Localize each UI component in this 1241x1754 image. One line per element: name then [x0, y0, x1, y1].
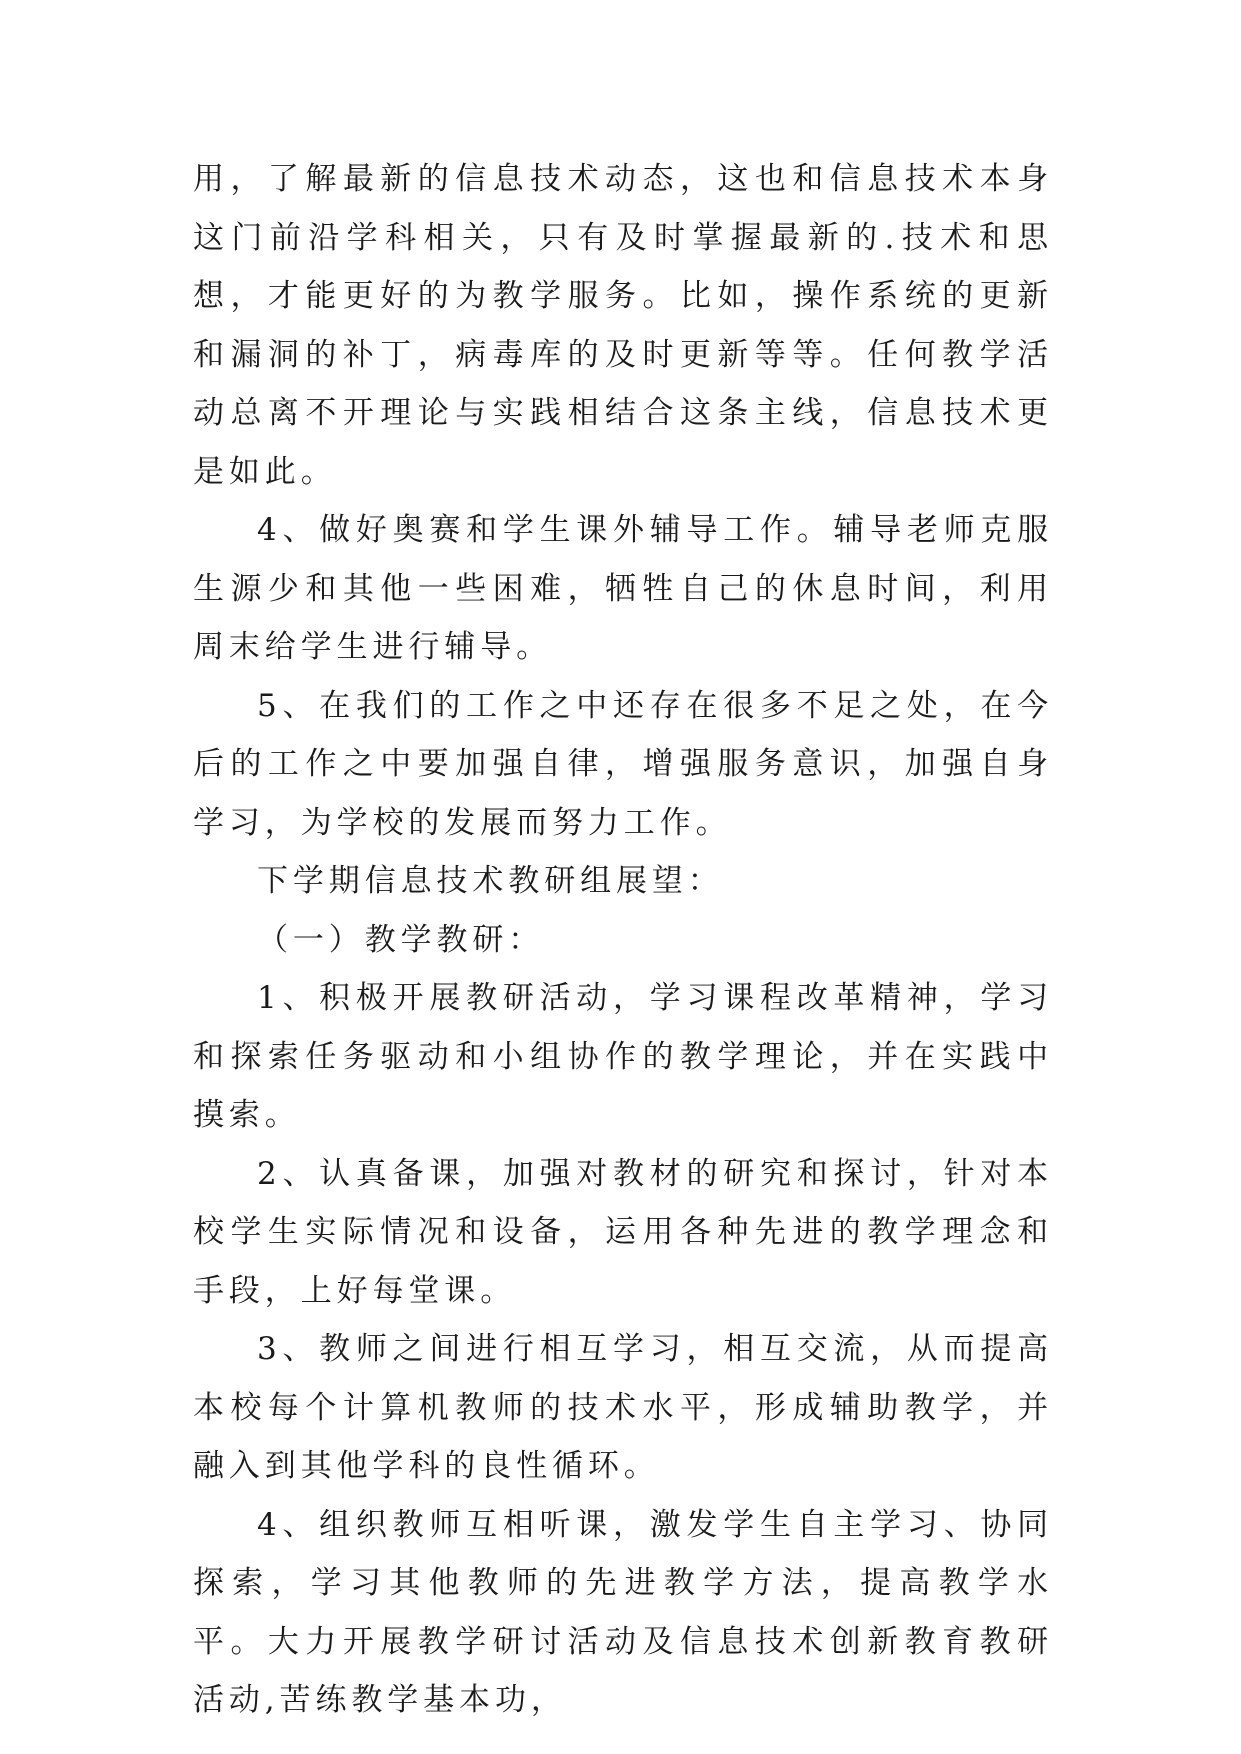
- document-page: [193, 150, 1053, 1730]
- paragraph-plan-item-4: 4、组织教师互相听课，激发学生自主学习、协同探索，学习其他教师的先进教学方法，提高教学水平。大力开展教学研讨活动及信息技术创新教育教研活动,苦练教学基本功，: [193, 1506, 1053, 1718]
- paragraph-item-5-shortcomings: 5、在我们的工作之中还存在很多不足之处，在今后的工作之中要加强自律，增强服务意识，加强自身学习，为学校的发展而努力工作。: [193, 687, 1053, 841]
- paragraph-plan-item-3: 3、教师之间进行相互学习，相互交流，从而提高本校每个计算机教师的技术水平，形成辅助教学，并融入到其他学科的良性循环。: [193, 1331, 1053, 1484]
- paragraph-plan-item-1: 1、积极开展教研活动，学习课程改革精神，学习和探索任务驱动和小组协作的教学理论，并在实践中摸索。: [193, 980, 1053, 1133]
- paragraph-item-4-tutoring: 4、做好奥赛和学生课外辅导工作。辅导老师克服生源少和其他一些困难，牺牲自己的休息时间，利用周末给学生进行辅导。: [193, 512, 1053, 665]
- paragraph-plan-item-2: 2、认真备课，加强对教材的研究和探讨，针对本校学生实际情况和设备，运用各种先进的教学理念和手段，上好每堂课。: [193, 1155, 1053, 1309]
- paragraph-continuation: 用，了解最新的信息技术动态，这也和信息技术本身这门前沿学科相关，只有及时掌握最新的.技术和思想，才能更好的为教学服务。比如，操作系统的更新和漏洞的补丁，病毒库的及时更新等等。任何教学活动总离不开理论与实践相结合这条主线，信息技术更是如此。: [193, 161, 1053, 490]
- section-heading-outlook: 下学期信息技术教研组展望：: [257, 863, 724, 899]
- subsection-heading-teaching-research: （一）教学教研：: [257, 921, 545, 958]
